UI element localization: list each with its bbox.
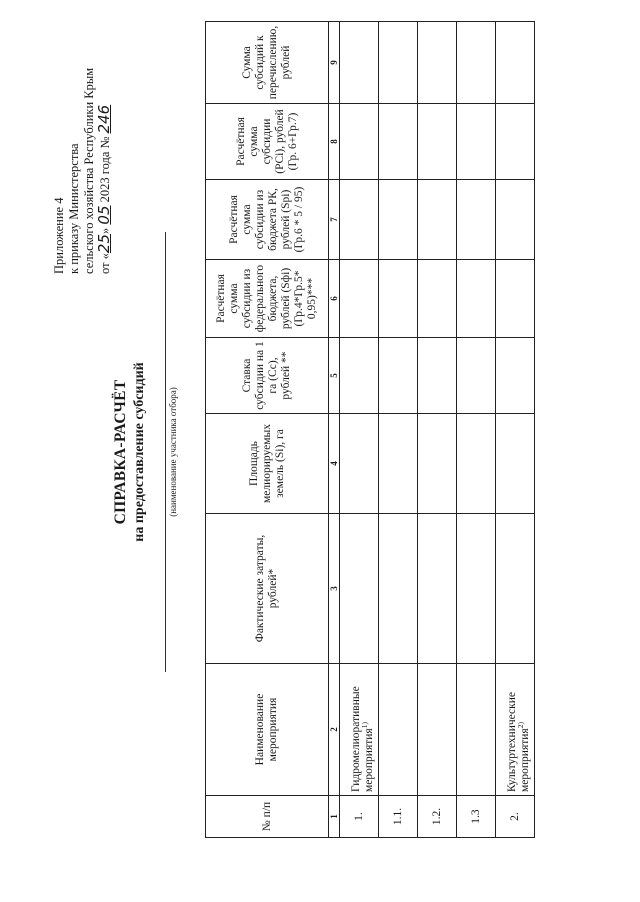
table-row	[379, 22, 418, 838]
empty-cell	[379, 104, 418, 180]
empty-cell	[379, 414, 418, 514]
header-cell: Наименование мероприятия	[206, 664, 329, 796]
participant-caption: (наименование участника отбора)	[168, 387, 178, 517]
appendix-line-1: Приложение 4	[52, 197, 66, 274]
participant-field	[165, 232, 178, 672]
appendix-block	[52, 14, 113, 274]
empty-cell	[340, 414, 379, 514]
date-suffix: 2023 года №	[98, 136, 112, 203]
empty-cell	[457, 22, 496, 104]
header-cell: № п/п	[206, 796, 329, 838]
calculation-table	[205, 21, 535, 838]
column-number-row	[329, 22, 340, 838]
row-name-cell	[457, 664, 496, 796]
empty-cell	[418, 22, 457, 104]
appendix-date-line	[97, 14, 113, 274]
header-cell: Ставка субсидии на 1 га (Сс), рублей **	[206, 338, 329, 414]
table-row	[418, 22, 457, 838]
empty-cell	[418, 414, 457, 514]
empty-cell	[496, 104, 535, 180]
column-number: 6	[329, 260, 340, 338]
empty-cell	[418, 104, 457, 180]
column-number: 4	[329, 414, 340, 514]
header-cell: Площадь мелиорируемых земель (Si), га	[206, 414, 329, 514]
empty-cell	[496, 22, 535, 104]
appendix-line-2: к приказу Министерства	[67, 143, 81, 274]
empty-cell	[379, 22, 418, 104]
column-number: 5	[329, 338, 340, 414]
date-month: 05	[95, 205, 113, 225]
empty-cell	[496, 414, 535, 514]
empty-cell	[457, 414, 496, 514]
footnote-mark: 2)	[516, 722, 526, 729]
column-number: 9	[329, 22, 340, 104]
row-name-cell	[418, 664, 457, 796]
empty-cell	[340, 180, 379, 260]
document-title: СПРАВКА-РАСЧЁТ	[112, 379, 129, 525]
empty-cell	[418, 338, 457, 414]
empty-cell	[340, 104, 379, 180]
column-number: 8	[329, 104, 340, 180]
row-name: Культуртехнические мероприятия	[506, 692, 531, 792]
participant-underline	[165, 232, 166, 672]
row-number: 1.3	[457, 796, 496, 838]
empty-cell	[340, 22, 379, 104]
header-cell: Расчётная сумма субсидии (PCi), рублей (Гр. 6+Гр.7)	[206, 104, 329, 180]
order-number: 246	[95, 104, 113, 134]
empty-cell	[379, 180, 418, 260]
document-title-block	[112, 252, 148, 652]
empty-cell	[457, 104, 496, 180]
table-row	[496, 22, 535, 838]
empty-cell	[496, 338, 535, 414]
empty-cell	[457, 338, 496, 414]
row-number: 1.	[340, 796, 379, 838]
header-cell: Расчётная сумма субсидии из федерального бюджета, рублей (Sфi) (Гр.4*Гр.5* 0,95)***	[206, 260, 329, 338]
empty-cell	[379, 260, 418, 338]
empty-cell	[418, 514, 457, 664]
date-mid: »	[98, 227, 112, 234]
empty-cell	[457, 180, 496, 260]
empty-cell	[457, 260, 496, 338]
column-number: 7	[329, 180, 340, 260]
empty-cell	[340, 260, 379, 338]
table-row	[457, 22, 496, 838]
table-header-row	[206, 22, 329, 838]
column-number: 2	[329, 664, 340, 796]
row-name: Гидромелиоративные мероприятия	[350, 686, 375, 792]
row-number: 1.2.	[418, 796, 457, 838]
row-number: 1.1.	[379, 796, 418, 838]
empty-cell	[418, 180, 457, 260]
empty-cell	[379, 514, 418, 664]
table-row	[340, 22, 379, 838]
document-subtitle: на предоставление субсидий	[132, 362, 147, 542]
header-cell: Сумма субсидий к перечислению, рублей	[206, 22, 329, 104]
column-number: 1	[329, 796, 340, 838]
row-number: 2.	[496, 796, 535, 838]
empty-cell	[418, 260, 457, 338]
empty-cell	[379, 338, 418, 414]
row-name-cell	[496, 664, 535, 796]
row-name-cell	[379, 664, 418, 796]
empty-cell	[340, 338, 379, 414]
appendix-line-3: сельского хозяйства Республики Крым	[82, 67, 96, 274]
column-number: 3	[329, 514, 340, 664]
header-cell: Фактические затраты, рублей*	[206, 514, 329, 664]
empty-cell	[496, 514, 535, 664]
empty-cell	[496, 260, 535, 338]
empty-cell	[496, 180, 535, 260]
empty-cell	[457, 514, 496, 664]
date-day: 25	[95, 233, 113, 254]
footnote-mark: 1)	[360, 722, 370, 729]
empty-cell	[340, 514, 379, 664]
header-cell: Расчётная сумма субсидии из бюджета РК, рублей (Spi) (Гр.6 * 5 / 95)	[206, 180, 329, 260]
date-prefix: от «	[98, 253, 112, 274]
row-name-cell	[340, 664, 379, 796]
